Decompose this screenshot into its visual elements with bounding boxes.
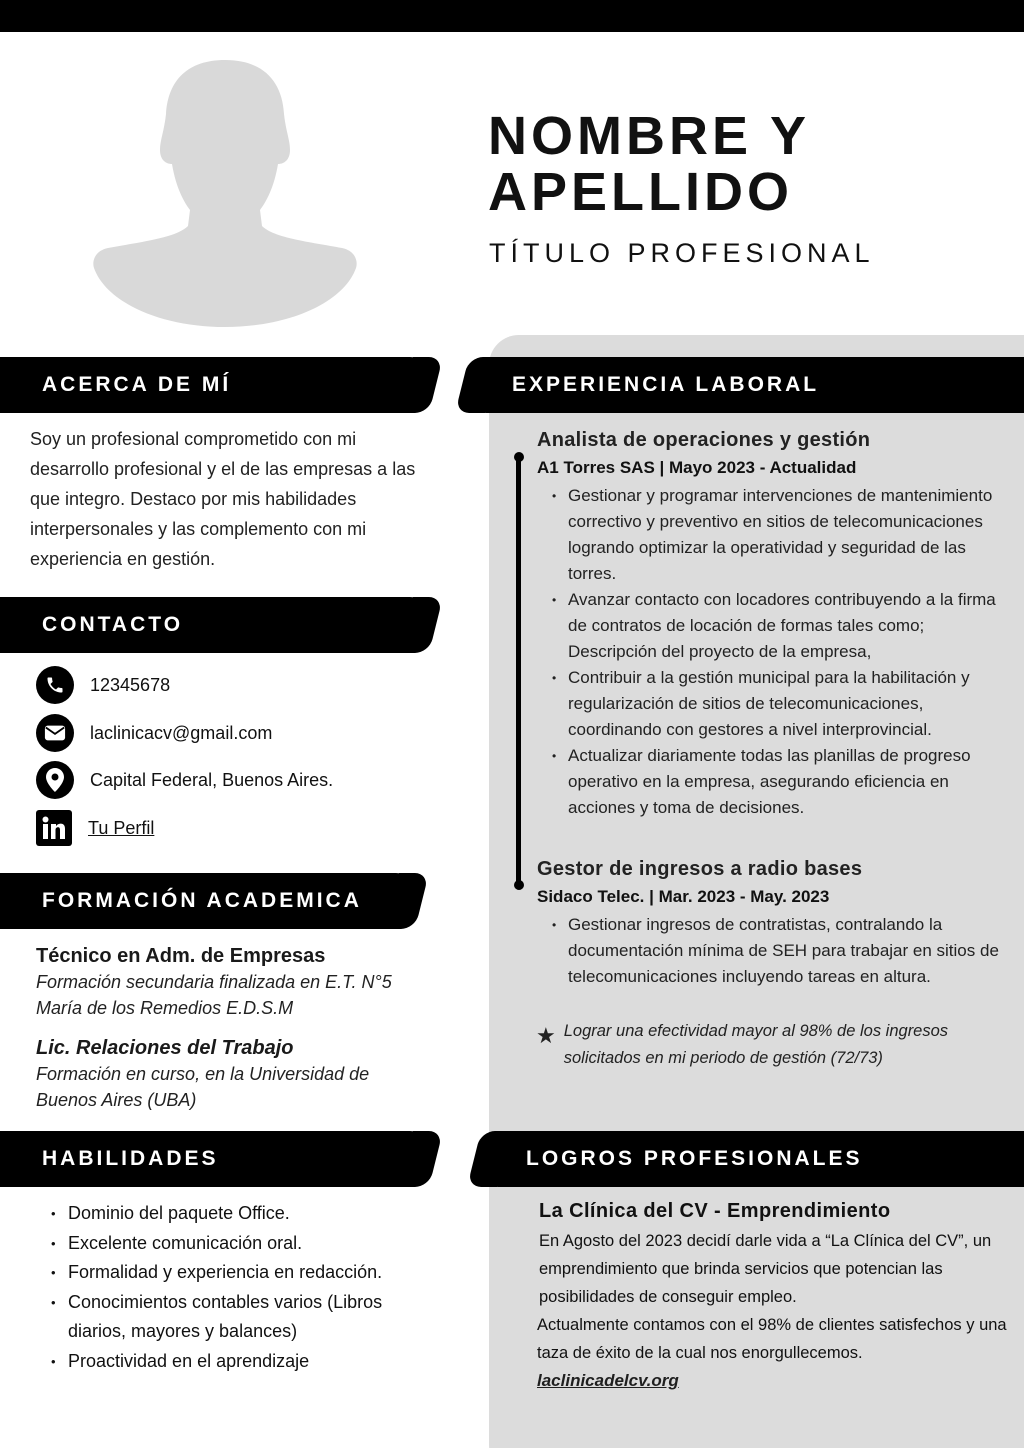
mail-icon	[36, 714, 74, 752]
timeline-dot	[514, 452, 524, 462]
contact-location	[36, 761, 333, 799]
full-name	[488, 108, 810, 220]
education-item-1	[36, 943, 416, 1021]
section-header-skills	[0, 1131, 424, 1187]
achievement-paragraph-2: Actualmente contamos con el 98% de clientes satisfechos y una taza de éxito de la cual nos enorgullecemos.	[537, 1316, 1007, 1362]
section-title-experience: EXPERIENCIA LABORAL	[512, 373, 820, 396]
section-header-contact	[0, 597, 424, 653]
job-bullet: • Avanzar contacto con locadores contribuyendo a la firma de contratos de locación de formas tales como; Descripción del proyecto de la empresa,	[568, 587, 1007, 665]
timeline-dot	[514, 880, 524, 890]
experience-item-1	[537, 427, 1007, 821]
skill-item: • Excelente comunicación oral.	[68, 1229, 428, 1259]
achievement-item	[537, 1200, 1007, 1391]
location-pin-icon	[36, 761, 74, 799]
timeline-line	[516, 456, 521, 884]
email-address[interactable]: laclinicacv@gmail.com	[90, 722, 273, 743]
job-title: Analista de operaciones y gestión	[537, 429, 871, 451]
job-achievement	[536, 1018, 986, 1072]
education-item-2	[36, 1035, 416, 1113]
section-header-about	[0, 357, 424, 413]
about-text: Soy un profesional comprometido con mi desarrollo profesional y el de las empresas a las que integro. Destaco por mis habilidades interpersonales y las complemento con mi experiencia en gestión.	[30, 429, 416, 569]
section-header-achievements	[484, 1131, 1024, 1187]
phone-icon	[36, 666, 74, 704]
contact-phone	[36, 666, 170, 704]
achievement-title: La Clínica del CV - Emprendimiento	[539, 1200, 891, 1222]
star-icon: ★	[536, 1023, 556, 1048]
location-text: Capital Federal, Buenos Aires.	[90, 769, 334, 790]
contact-profile	[36, 810, 154, 846]
section-header-education	[0, 873, 410, 929]
section-title-about: ACERCA DE MÍ	[42, 373, 232, 396]
achievement-text: Lograr una efectividad mayor al 98% de los ingresos solicitados en mi periodo de gestión (72/73)	[563, 1022, 949, 1067]
job-bullet: • Gestionar ingresos de contratistas, contralando la documentación mínima de SEH para trabajar en sitios de telecomunicaciones incluyendo tareas en altura.	[568, 912, 1007, 990]
job-title: Gestor de ingresos a radio bases	[537, 858, 863, 880]
education-degree: Lic. Relaciones del Trabajo	[36, 1037, 294, 1059]
experience-item-2	[537, 856, 1007, 990]
skill-item: • Dominio del paquete Office.	[68, 1199, 428, 1229]
skill-item: • Formalidad y experiencia en redacción.	[68, 1258, 428, 1288]
job-bullet: • Actualizar diariamente todas las planillas de progreso operativo en la empresa, asegurando eficiencia en acciones y toma de decisiones.	[568, 743, 1007, 821]
education-detail: Formación secundaria finalizada en E.T. N°5 María de los Remedios E.D.S.M	[36, 972, 392, 1018]
achievement-paragraph-1: En Agosto del 2023 decidí darle vida a “La Clínica del CV”, un emprendimiento que brinda servicios que potencian las posibilidades de conseguir empleo.	[539, 1232, 992, 1306]
education-degree: Técnico en Adm. de Empresas	[36, 945, 326, 967]
section-header-experience	[472, 357, 1024, 413]
section-title-education: FORMACIÓN ACADEMICA	[42, 889, 362, 912]
job-bullet: • Gestionar y programar intervenciones de mantenimiento correctivo y preventivo en sitios de telecomunicaciones logrando optimizar la operatividad y seguridad de las torres.	[568, 483, 1007, 587]
name-line-1: NOMBRE Y	[488, 106, 811, 166]
job-company: Sidaco Telec. | Mar. 2023 - May. 2023	[537, 887, 830, 906]
contact-email	[36, 714, 272, 752]
job-bullets	[568, 483, 1007, 821]
phone-number: 12345678	[90, 674, 171, 695]
section-title-achievements: LOGROS PROFESIONALES	[526, 1147, 863, 1170]
job-bullet: • Contribuir a la gestión municipal para la habilitación y regularización de sitios de telecomunicaciones, coordinando con gestores a nivel interprovincial.	[568, 665, 1007, 743]
section-title-skills: HABILIDADES	[42, 1147, 219, 1170]
section-title-contact: CONTACTO	[42, 613, 184, 636]
job-company: A1 Torres SAS | Mayo 2023 - Actualidad	[537, 458, 857, 477]
skill-item: • Conocimientos contables varios (Libros diarios, mayores y balances)	[68, 1288, 428, 1347]
education-detail: Formación en curso, en la Universidad de Buenos Aires (UBA)	[36, 1064, 370, 1110]
avatar-placeholder-icon	[80, 52, 370, 332]
job-bullets	[568, 912, 1007, 990]
job-title: TÍTULO PROFESIONAL	[489, 238, 875, 268]
linkedin-icon	[36, 810, 72, 846]
experience-timeline	[514, 452, 522, 886]
top-bar	[0, 0, 1024, 32]
website-link[interactable]: laclinicadelcv.org	[537, 1371, 679, 1390]
profile-link[interactable]: Tu Perfil	[88, 817, 155, 838]
skills-list	[68, 1199, 428, 1376]
skill-item: • Proactividad en el aprendizaje	[68, 1347, 428, 1377]
name-line-2: APELLIDO	[488, 162, 794, 222]
